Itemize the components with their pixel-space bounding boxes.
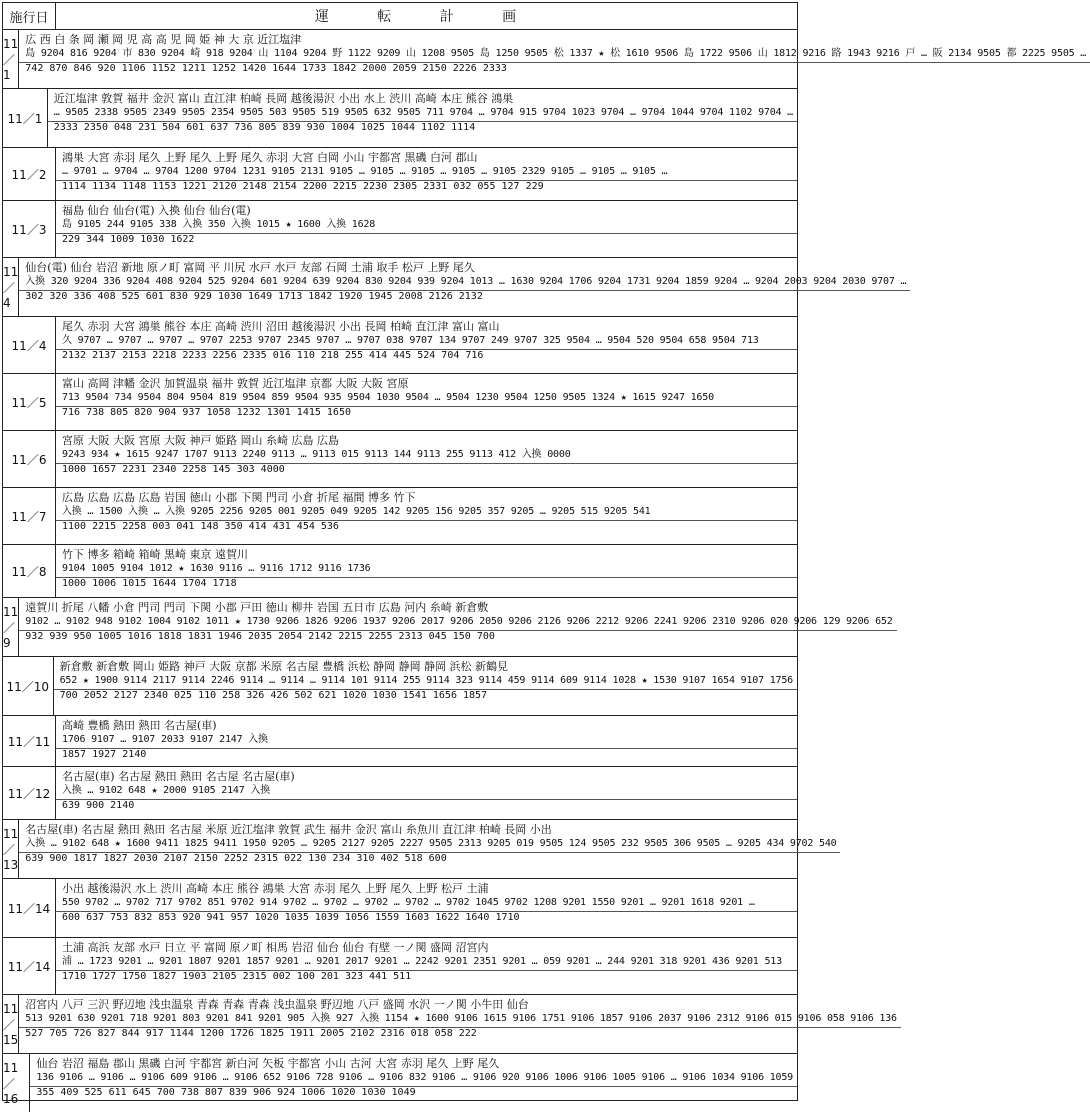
row-stations: 尾久 赤羽 大宮 鴻巣 熊谷 本庄 高崎 渋川 沼田 越後湯沢 小出 長岡 柏崎 直江津 富山 富山 — [62, 320, 500, 333]
row-date: 11／9 — [3, 598, 19, 656]
row-date: 11／1 — [3, 89, 48, 147]
row-date: 11／14 — [3, 879, 56, 937]
row-trains: 9104 1005 9104 1012 ★ 1630 9116 … 9116 1712 9116 1736 — [62, 563, 371, 574]
row-trains: … 9505 2338 9505 2349 9505 2354 9505 503 9505 519 9505 632 9505 711 9704 … 9704 915 9704 1023 9704 … 9704 1044 9704 1102 9704 … — [53, 107, 793, 118]
row-trains: 入換 … 1500 入換 … 入換 9205 2256 9205 001 9205 049 9205 142 9205 156 9205 357 9205 … 9205 515 9205 541 — [62, 506, 651, 517]
row-date: 11／4 — [3, 317, 56, 373]
row-body — [56, 879, 797, 937]
row-date: 11／11 — [3, 716, 56, 766]
row-date: 11／8 — [3, 545, 56, 597]
row-body — [56, 431, 797, 487]
row-stations: 名古屋(車) 名古屋 熱田 熱田 名古屋 名古屋(車) — [62, 770, 295, 783]
row-stations: 小出 越後湯沢 水上 渋川 高崎 本庄 熊谷 鴻巣 大宮 赤羽 尾久 上野 尾久 上野 松戸 土浦 — [62, 882, 489, 895]
row-stations: 富山 高岡 津幡 金沢 加賀温泉 福井 敦賀 近江塩津 京都 大阪 大阪 宮原 — [62, 377, 409, 390]
row-trains: 島 9105 244 9105 338 入換 350 入換 1015 ★ 1600 入換 1628 — [62, 219, 376, 230]
row-trains: 9102 … 9102 948 9102 1004 9102 1011 ★ 1730 9206 1826 9206 1937 9206 2017 9206 2050 9206 2126 9206 2212 9206 2241 9206 2310 9206 020 9206 129 9206 652 — [25, 616, 893, 627]
row-date: 11／16 — [3, 1054, 30, 1112]
row-stations: 鴻巣 大宮 赤羽 尾久 上野 尾久 上野 尾久 赤羽 大宮 白岡 小山 宇都宮 黒磯 白河 郡山 — [62, 151, 478, 164]
row-body — [56, 488, 797, 544]
row-times: 302 320 336 408 525 601 830 929 1030 1649 1713 1842 1920 1945 2008 2126 2132 — [19, 290, 910, 304]
row-trains: 713 9504 734 9504 804 9504 819 9504 859 9504 935 9504 1030 9504 … 9504 1230 9504 1250 9505 1324 ★ 1615 9247 1650 — [62, 392, 714, 403]
schedule-row — [3, 431, 797, 488]
row-trains: 550 9702 … 9702 717 9702 851 9702 914 9702 … 9702 … 9702 … 9702 … 9702 1045 9702 1208 9201 1550 9201 … 9201 1618 9201 … — [62, 897, 755, 908]
row-body — [56, 317, 797, 373]
row-times: 229 344 1009 1030 1622 — [56, 233, 797, 247]
row-body — [56, 938, 797, 994]
schedule-row — [3, 148, 797, 201]
row-date: 11／14 — [3, 938, 56, 994]
row-body — [56, 374, 797, 430]
row-stations: 宮原 大阪 大阪 宮原 大阪 神戸 姫路 岡山 糸崎 広島 広島 — [62, 434, 339, 447]
row-body — [19, 995, 901, 1053]
row-date: 11／6 — [3, 431, 56, 487]
row-date: 11／13 — [3, 820, 19, 878]
schedule-row — [3, 716, 797, 767]
schedule-row — [3, 1054, 797, 1112]
row-date: 11／4 — [3, 258, 19, 316]
row-trains: 島 9204 816 9204 市 830 9204 崎 918 9204 山 1104 9204 野 1122 9209 山 1208 9505 島 1250 9505 松 1337 ★ 松 1610 9506 島 1722 9506 山 1812 9216 路 1943 9216 戸 … 阪 2134 9505 都 2225 9505 … — [25, 48, 1087, 59]
row-body — [56, 148, 797, 200]
row-body — [56, 767, 797, 819]
row-stations: 福島 仙台 仙台(電) 入換 仙台 仙台(電) — [62, 204, 251, 217]
row-times: 2132 2137 2153 2218 2233 2256 2335 016 110 218 255 414 445 524 704 716 — [56, 349, 797, 363]
row-date: 11／1 — [3, 30, 19, 88]
row-stations: 遠賀川 折尾 八幡 小倉 門司 門司 下関 小郡 戸田 徳山 柳井 岩国 五日市 広島 河内 糸崎 新倉敷 — [25, 601, 489, 614]
row-stations: 土浦 高浜 友部 水戸 日立 平 富岡 原ノ町 相馬 岩沼 仙台 仙台 有壁 一ノ関 盛岡 沼宮内 — [62, 941, 489, 954]
row-trains: 入換 … 9102 648 ★ 1600 9411 1825 9411 1950 9205 … 9205 2127 9205 2227 9505 2313 9205 019 9505 124 9505 232 9505 306 9505 … 9205 434 9702 540 — [25, 838, 837, 849]
row-body — [19, 30, 1090, 88]
row-date: 11／10 — [3, 657, 54, 715]
row-times: 1857 1927 2140 — [56, 748, 797, 762]
schedule-row — [3, 488, 797, 545]
row-body — [48, 89, 797, 147]
schedule-row — [3, 598, 893, 657]
schedule-row — [3, 258, 907, 317]
row-times: 932 939 950 1005 1016 1818 1831 1946 2035 2054 2142 2215 2255 2313 045 150 700 — [19, 630, 896, 644]
row-stations: 名古屋(車) 名古屋 熱田 熱田 名古屋 米原 近江塩津 敦賀 武生 福井 金沢 富山 糸魚川 直江津 柏崎 長岡 小出 — [25, 823, 552, 836]
schedule-row — [3, 201, 797, 258]
row-date: 11／12 — [3, 767, 56, 819]
row-date: 11／7 — [3, 488, 56, 544]
row-trains: 9243 934 ★ 1615 9247 1707 9113 2240 9113 … 9113 015 9113 144 9113 255 9113 412 入換 0000 — [62, 449, 571, 460]
date-column-header: 施行日 — [3, 3, 56, 29]
row-times: 1000 1006 1015 1644 1704 1718 — [56, 577, 797, 591]
row-times: 2333 2350 048 231 504 601 637 736 805 839 930 1004 1025 1044 1102 1114 — [48, 121, 797, 135]
row-body — [54, 657, 797, 715]
row-stations: 仙台(電) 仙台 岩沼 新地 原ノ町 富岡 平 川尻 水戸 水戸 友部 石岡 土浦 取手 松戸 上野 尾久 — [25, 261, 475, 274]
schedule-row — [3, 879, 797, 938]
row-body — [30, 1054, 797, 1112]
row-times: 700 2052 2127 2340 025 110 258 326 426 502 621 1020 1030 1541 1656 1857 — [54, 689, 797, 703]
row-body — [56, 545, 797, 597]
row-times: 742 870 846 920 1106 1152 1211 1252 1420 1644 1733 1842 2000 2059 2150 2226 2333 — [19, 62, 1090, 76]
row-times: 1114 1134 1148 1153 1221 2120 2148 2154 2200 2215 2230 2305 2331 032 055 127 229 — [56, 180, 797, 194]
row-trains: 久 9707 … 9707 … 9707 … 9707 2253 9707 2345 9707 … 9707 038 9707 134 9707 249 9707 325 9504 … 9504 520 9504 658 9504 713 — [62, 335, 759, 346]
row-times: 600 637 753 832 853 920 941 957 1020 1035 1039 1056 1559 1603 1622 1640 1710 — [56, 911, 797, 925]
schedule-rows — [3, 30, 1087, 1112]
row-body — [19, 598, 896, 656]
row-times: 527 705 726 827 844 917 1144 1200 1726 1825 1911 2005 2102 2316 018 058 222 — [19, 1027, 901, 1041]
row-date: 11／15 — [3, 995, 19, 1053]
row-stations: 新倉敷 新倉敷 岡山 姫路 神戸 大阪 京都 米原 名古屋 豊橋 浜松 静岡 静岡 静岡 浜松 新鶴見 — [59, 660, 509, 673]
row-stations: 高崎 豊橋 熱田 熱田 名古屋(車) — [62, 719, 217, 732]
row-date: 11／5 — [3, 374, 56, 430]
row-trains: 136 9106 … 9106 … 9106 609 9106 … 9106 652 9106 728 9106 … 9106 832 9106 … 9106 920 9106 1006 9106 1005 9106 … 9106 1034 9106 1059 — [36, 1072, 793, 1083]
row-body — [19, 258, 910, 316]
row-date: 11／2 — [3, 148, 56, 200]
row-trains: 入換 320 9204 336 9204 408 9204 525 9204 601 9204 639 9204 830 9204 939 9204 1013 … 1630 9204 1706 9204 1731 9204 1859 9204 … 9204 2003 9204 2030 9707 … — [25, 276, 907, 287]
row-stations: 広 西 白 条 岡 瀬 岡 児 高 高 児 岡 姫 神 大 京 近江塩津 — [25, 33, 302, 46]
table-title: 運 転 計 画 — [314, 9, 539, 25]
row-times: 1100 2215 2258 003 041 148 350 414 431 454 536 — [56, 520, 797, 534]
row-stations: 広島 広島 広島 広島 岩国 徳山 小郡 下関 門司 小倉 折尾 福間 博多 竹下 — [62, 491, 416, 504]
schedule-row — [3, 317, 797, 374]
row-times: 639 900 1817 1827 2030 2107 2150 2252 2315 022 130 234 310 402 518 600 — [19, 852, 840, 866]
row-trains: 1706 9107 … 9107 2033 9107 2147 入換 — [62, 734, 268, 745]
row-body — [56, 201, 797, 257]
row-times: 1000 1657 2231 2340 2258 145 303 4000 — [56, 463, 797, 477]
schedule-row — [3, 657, 797, 716]
table-header — [3, 3, 797, 30]
row-date: 11／3 — [3, 201, 56, 257]
row-trains: 513 9201 630 9201 718 9201 803 9201 841 9201 905 入換 927 入換 1154 ★ 1600 9106 1615 9106 1751 9106 1857 9106 2037 9106 2312 9106 015 9106 058 9106 136 — [25, 1013, 897, 1024]
row-body — [56, 716, 797, 766]
row-trains: 入換 … 9102 648 ★ 2000 9105 2147 入換 — [62, 785, 270, 796]
schedule-row — [3, 820, 837, 879]
row-times: 716 738 805 820 904 937 1058 1232 1301 1415 1650 — [56, 406, 797, 420]
row-trains: … 9701 … 9704 … 9704 1200 9704 1231 9105 2131 9105 … 9105 … 9105 … 9105 … 9105 2329 9105 … 9105 … 9105 … — [62, 166, 668, 177]
row-times: 1710 1727 1750 1827 1903 2105 2315 002 100 201 323 441 511 — [56, 970, 797, 984]
row-times: 355 409 525 611 645 700 738 807 839 906 924 1006 1020 1030 1049 — [30, 1086, 797, 1100]
schedule-row — [3, 30, 1087, 89]
row-stations: 近江塩津 敦賀 福井 金沢 富山 直江津 柏崎 長岡 越後湯沢 小出 水上 渋川 高崎 本庄 熊谷 鴻巣 — [53, 92, 514, 105]
row-stations: 沼宮内 八戸 三沢 野辺地 浅虫温泉 青森 青森 青森 浅虫温泉 野辺地 八戸 盛岡 水沢 一ノ関 小牛田 仙台 — [25, 998, 529, 1011]
schedule-page — [2, 2, 1087, 1106]
row-trains: 浦 … 1723 9201 … 9201 1807 9201 1857 9201 … 9201 2017 9201 … 2242 9201 2351 9201 … 059 9201 … 244 9201 318 9201 436 9201 513 — [62, 956, 782, 967]
schedule-row — [3, 545, 797, 598]
row-stations: 竹下 博多 箱崎 箱崎 黒崎 東京 遠賀川 — [62, 548, 248, 561]
schedule-row — [3, 938, 797, 995]
row-times: 639 900 2140 — [56, 799, 797, 813]
schedule-row — [3, 995, 897, 1054]
row-body — [19, 820, 840, 878]
row-stations: 仙台 岩沼 福島 郡山 黒磯 白河 宇都宮 新白河 矢板 宇都宮 小山 古河 大宮 赤羽 尾久 上野 尾久 — [36, 1057, 500, 1070]
schedule-row — [3, 89, 797, 148]
schedule-row — [3, 374, 797, 431]
schedule-row — [3, 767, 797, 820]
row-trains: 652 ★ 1900 9114 2117 9114 2246 9114 … 9114 … 9114 101 9114 255 9114 323 9114 459 9114 609 9114 1028 ★ 1530 9107 1654 9107 1756 — [59, 675, 793, 686]
